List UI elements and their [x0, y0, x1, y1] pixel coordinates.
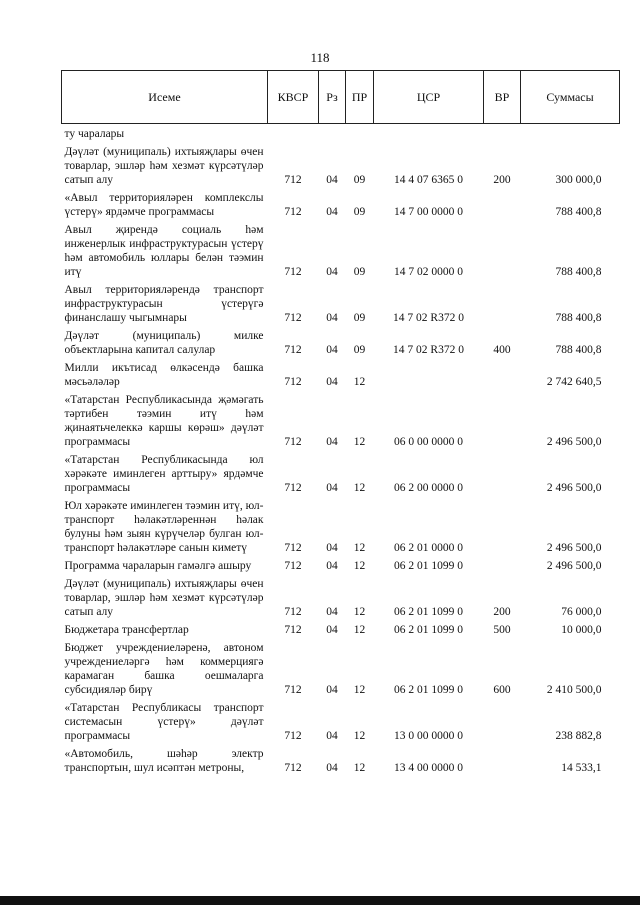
table-row — [62, 556, 620, 574]
cell-csr — [374, 358, 484, 390]
cell-name: Дәүләт (муниципаль) ихтыяҗлары өчен товарлар, эшләр һәм хезмәт күрсәтүләр сатып алу — [64, 146, 264, 186]
table-row — [62, 496, 620, 556]
header-sum: Суммасы — [521, 71, 620, 124]
header-pr: ПР — [346, 71, 374, 124]
cell-sum: 10 000,0 — [561, 624, 602, 636]
cell-vr: 400 — [493, 344, 511, 356]
cell-pr: 12 — [353, 684, 366, 696]
cell-name: Юл хәрәкәте иминлеген тәэмин итү, юл-транспорт һәлакәтләреннән һәлак булуны һәм зыян күрүчеләр булган юл-транспорт һәлакәтләре санын киметү — [64, 500, 264, 554]
cell-sum: 788 400,8 — [555, 206, 602, 218]
cell-rz: 04 — [326, 436, 338, 448]
cell-csr: 06 2 01 1099 0 — [394, 684, 463, 696]
page-number: 118 — [310, 50, 330, 65]
cell-sum: 238 882,8 — [555, 730, 602, 742]
table-header-row — [62, 71, 620, 124]
cell-rz: 04 — [326, 344, 338, 356]
header-vr: ВР — [484, 71, 521, 124]
cell-rz: 04 — [326, 206, 338, 218]
cell-csr: 14 7 02 R372 0 — [393, 312, 464, 324]
cell-rz: 04 — [326, 174, 338, 186]
cell-rz: 04 — [326, 266, 338, 278]
cell-kvsr — [268, 124, 319, 143]
cell-vr: 200 — [493, 174, 511, 186]
cell-sum: 300 000,0 — [555, 174, 602, 186]
cell-vr — [484, 556, 521, 574]
cell-pr: 09 — [353, 266, 366, 278]
cell-kvsr: 712 — [284, 624, 302, 636]
cell-name: «Татарстан Республикасында җәмәгать тәртибен тәэмин итү һәм җинаятьчелеккә каршы көрәш» дәүләт программасы — [64, 394, 264, 448]
cell-csr: 06 2 00 0000 0 — [394, 482, 463, 494]
cell-csr: 13 0 00 0000 0 — [394, 730, 463, 742]
cell-rz: 04 — [326, 376, 338, 388]
cell-pr — [346, 124, 374, 143]
cell-sum: 2 496 500,0 — [546, 542, 602, 554]
cell-kvsr: 712 — [284, 206, 302, 218]
cell-rz: 04 — [326, 730, 338, 742]
cell-kvsr: 712 — [284, 684, 302, 696]
cell-rz: 04 — [326, 684, 338, 696]
cell-vr — [484, 358, 521, 390]
cell-name: ту чаралары — [64, 128, 125, 140]
cell-kvsr: 712 — [284, 174, 302, 186]
budget-table — [61, 70, 620, 776]
cell-csr: 14 4 07 6365 0 — [394, 174, 463, 186]
cell-kvsr: 712 — [284, 730, 302, 742]
cell-vr — [484, 450, 521, 496]
cell-name: «Татарстан Республикасы транспорт системасын үстерү» дәүләт программасы — [64, 702, 264, 742]
cell-sum: 2 496 500,0 — [546, 436, 602, 448]
cell-kvsr: 712 — [284, 436, 302, 448]
table-row — [62, 124, 620, 143]
cell-sum: 788 400,8 — [555, 344, 602, 356]
cell-csr: 06 2 01 1099 0 — [394, 624, 463, 636]
cell-vr — [484, 390, 521, 450]
cell-name: Бюджетара трансфертлар — [64, 624, 189, 636]
cell-kvsr: 712 — [284, 762, 302, 774]
table-row — [62, 744, 620, 776]
cell-name: Милли икътисад өлкәсендә башка мәсьәләләр — [64, 362, 264, 388]
cell-pr: 12 — [353, 376, 366, 388]
bottom-border — [0, 896, 640, 905]
cell-sum: 14 533,1 — [561, 762, 602, 774]
cell-sum — [521, 124, 620, 143]
cell-pr: 09 — [353, 312, 366, 324]
cell-name: Бюджет учреждениеләренә, автоном учреждениеләргә һәм коммерциягә карамаган башка оешмаларга субсидияләр бирү — [64, 642, 264, 696]
table-row — [62, 390, 620, 450]
cell-name: Дәүләт (муниципаль) милке объектларына капитал салулар — [64, 330, 264, 356]
cell-csr: 06 0 00 0000 0 — [394, 436, 463, 448]
cell-name: «Авыл территорияләрен комплекслы үстерү» ярдәмче программасы — [64, 192, 264, 218]
table-row — [62, 638, 620, 698]
cell-sum: 2 496 500,0 — [546, 482, 602, 494]
cell-name: «Автомобиль, шәһәр электр транспортын, шул исәптән метроны, — [64, 748, 264, 774]
cell-kvsr: 712 — [284, 376, 302, 388]
cell-vr: 200 — [493, 606, 511, 618]
cell-csr: 13 4 00 0000 0 — [394, 762, 463, 774]
header-name: Исеме — [62, 71, 268, 124]
cell-pr: 12 — [353, 482, 366, 494]
cell-sum: 788 400,8 — [555, 266, 602, 278]
cell-pr: 12 — [353, 560, 366, 572]
table-row — [62, 450, 620, 496]
cell-kvsr: 712 — [284, 312, 302, 324]
cell-pr: 12 — [353, 542, 366, 554]
cell-pr: 09 — [353, 174, 366, 186]
cell-csr: 06 2 01 1099 0 — [394, 606, 463, 618]
table-body — [62, 124, 620, 777]
cell-csr: 14 7 02 0000 0 — [394, 266, 463, 278]
cell-vr — [484, 280, 521, 326]
cell-kvsr: 712 — [284, 482, 302, 494]
cell-vr — [484, 496, 521, 556]
header-rz: Рз — [319, 71, 346, 124]
cell-csr: 06 2 01 1099 0 — [394, 560, 463, 572]
cell-pr: 12 — [353, 730, 366, 742]
cell-kvsr: 712 — [284, 606, 302, 618]
cell-rz: 04 — [326, 312, 338, 324]
table-row — [62, 280, 620, 326]
header-kvsr: КВСР — [268, 71, 319, 124]
cell-kvsr: 712 — [284, 542, 302, 554]
cell-sum: 2 742 640,5 — [546, 376, 602, 388]
table-row — [62, 220, 620, 280]
cell-rz — [319, 124, 346, 143]
cell-vr: 500 — [493, 624, 511, 636]
cell-kvsr: 712 — [284, 560, 302, 572]
cell-vr — [484, 188, 521, 220]
cell-vr — [484, 124, 521, 143]
cell-name: Авыл җирендә социаль һәм инженерлык инфраструктурасын үстерү һәм автомобиль юллары белән тәэмин итү — [64, 224, 264, 278]
cell-kvsr: 712 — [284, 266, 302, 278]
cell-sum: 76 000,0 — [561, 606, 602, 618]
table-row — [62, 358, 620, 390]
cell-sum: 788 400,8 — [555, 312, 602, 324]
cell-vr — [484, 744, 521, 776]
cell-pr: 09 — [353, 344, 366, 356]
cell-sum: 2 496 500,0 — [546, 560, 602, 572]
table-row — [62, 188, 620, 220]
cell-rz: 04 — [326, 624, 338, 636]
cell-rz: 04 — [326, 542, 338, 554]
cell-rz: 04 — [326, 762, 338, 774]
cell-rz: 04 — [326, 606, 338, 618]
table-row — [62, 326, 620, 358]
cell-pr: 09 — [353, 206, 366, 218]
cell-name: Программа чараларын гамәлгә ашыру — [64, 560, 252, 572]
cell-csr: 14 7 00 0000 0 — [394, 206, 463, 218]
table-row — [62, 620, 620, 638]
cell-name: Дәүләт (муниципаль) ихтыяҗлары өчен товарлар, эшләр һәм хезмәт күрсәтүләр сатып алу — [64, 578, 264, 618]
cell-name: Авыл территорияләрендә транспорт инфраструктурасын үстерүгә финанслашу чыгымнары — [64, 284, 264, 324]
cell-rz: 04 — [326, 560, 338, 572]
cell-csr: 06 2 01 0000 0 — [394, 542, 463, 554]
cell-vr: 600 — [493, 684, 511, 696]
cell-rz: 04 — [326, 482, 338, 494]
cell-pr: 12 — [353, 762, 366, 774]
cell-pr: 12 — [353, 436, 366, 448]
header-csr: ЦСР — [374, 71, 484, 124]
cell-name: «Татарстан Республикасында юл хәрәкәте иминлеген арттыру» ярдәмче программасы — [64, 454, 264, 494]
cell-kvsr: 712 — [284, 344, 302, 356]
cell-csr: 14 7 02 R372 0 — [393, 344, 464, 356]
cell-pr: 12 — [353, 606, 366, 618]
cell-csr — [374, 124, 484, 143]
table-row — [62, 142, 620, 188]
cell-pr: 12 — [353, 624, 366, 636]
cell-sum: 2 410 500,0 — [546, 684, 602, 696]
table-row — [62, 698, 620, 744]
cell-vr — [484, 698, 521, 744]
cell-vr — [484, 220, 521, 280]
table-row — [62, 574, 620, 620]
